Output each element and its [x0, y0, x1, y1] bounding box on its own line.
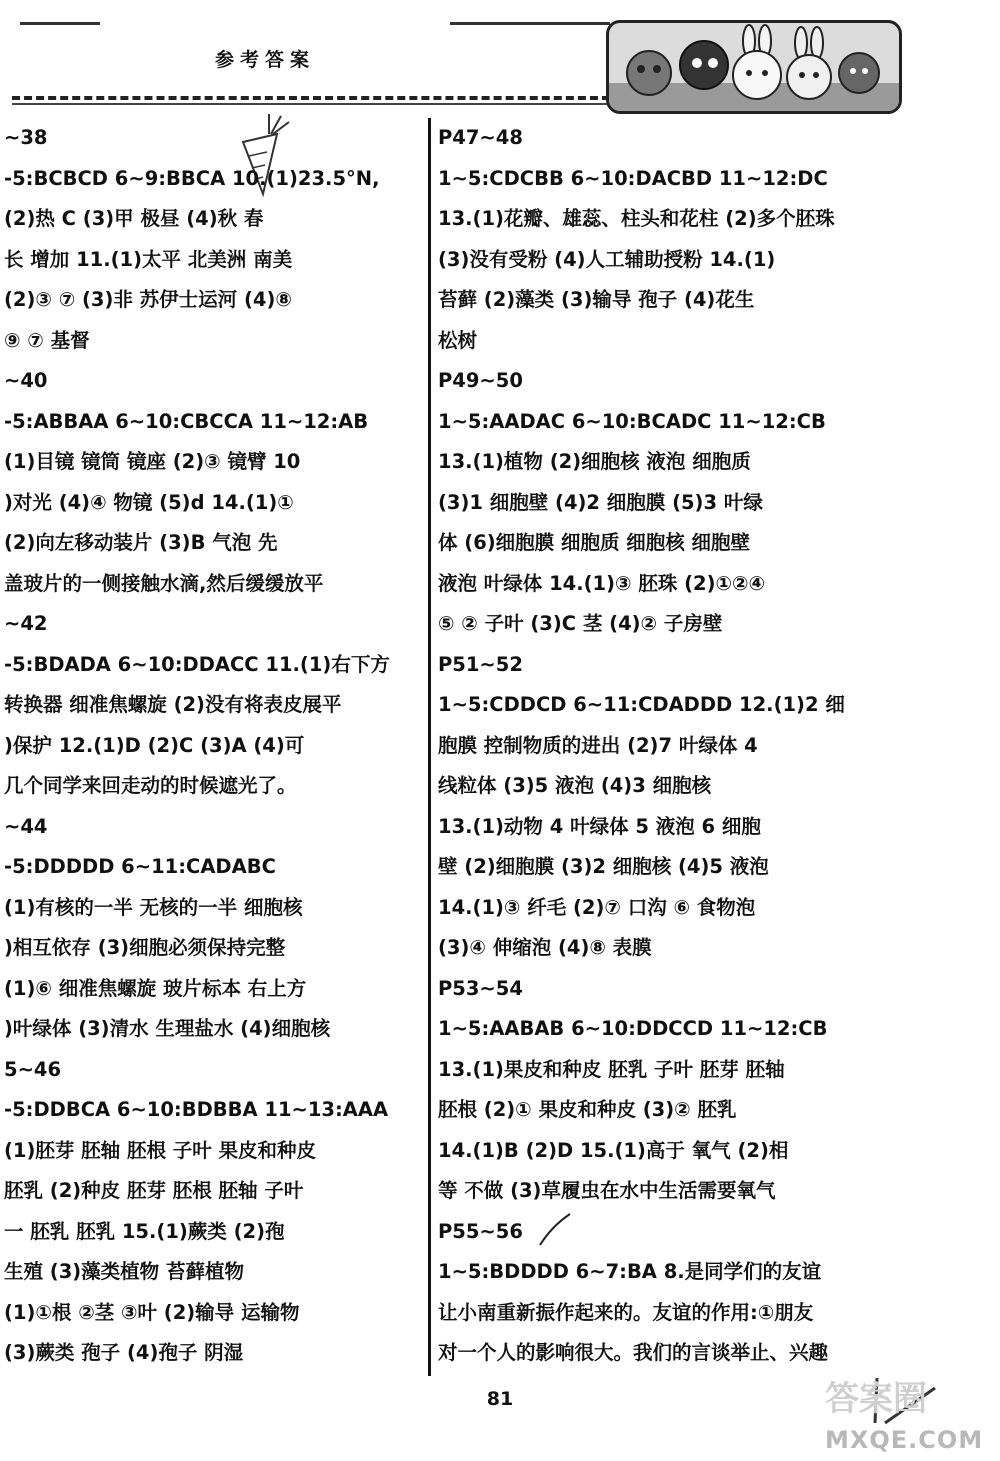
section-heading: P47~48	[438, 126, 523, 149]
answer-line: ~38	[4, 126, 48, 149]
answer-line: 13.(1)动物 4 叶绿体 5 液泡 6 细胞	[438, 814, 761, 838]
section-heading: P49~50	[438, 369, 523, 392]
left-answer-column	[4, 118, 424, 1374]
section-heading: ~40	[4, 369, 48, 392]
answer-line: ⑨ ⑦ 基督	[4, 328, 90, 352]
answer-line: )叶绿体 (3)清水 生理盐水 (4)细胞核	[4, 1017, 331, 1040]
answer-line: 转换器 细准焦螺旋 (2)没有将表皮展平	[4, 693, 342, 716]
answer-line: -5:ABBAA 6~10:CBCCA 11~12:AB	[4, 409, 369, 433]
watermark-text: MXQE.COM	[825, 1426, 984, 1454]
answer-line: (1)①根 ②茎 ③叶 (2)输导 运输物	[4, 1300, 300, 1324]
answer-line: 胚乳 (2)种皮 胚芽 胚根 胚轴 子叶	[4, 1179, 304, 1202]
answer-line: (3)蕨类 孢子 (4)孢子 阴湿	[4, 1341, 244, 1364]
answer-line: )保护 12.(1)D (2)C (3)A (4)可	[4, 733, 305, 757]
answer-line: )相互依存 (3)细胞必须保持完整	[4, 936, 286, 959]
section-heading: P51~52	[438, 652, 523, 676]
answer-line: (3)1 细胞壁 (4)2 细胞膜 (5)3 叶绿	[438, 490, 763, 514]
answer-line: 1~5:AADAC 6~10:BCADC 11~12:CB	[438, 409, 826, 433]
answer-line: ⑤ ② 子叶 (3)C 茎 (4)② 子房壁	[438, 612, 723, 635]
answer-line: (1)胚芽 胚轴 胚根 子叶 果皮和种皮	[4, 1138, 317, 1162]
answer-line: 线粒体 (3)5 液泡 (4)3 细胞核	[438, 774, 712, 797]
answer-line: (1)有核的一半 无核的一半 细胞核	[4, 895, 303, 919]
watermark-logo	[815, 1368, 995, 1460]
answer-line: (3)④ 伸缩泡 (4)⑧ 表膜	[438, 936, 652, 959]
answer-line: 体 (6)细胞膜 细胞质 细胞核 细胞壁	[438, 531, 751, 554]
answer-line: 1~5:CDDCD 6~11:CDADDD 12.(1)2 细	[438, 693, 845, 716]
answer-line: 14.(1)B (2)D 15.(1)高于 氧气 (2)相	[438, 1138, 789, 1162]
header-rule-left	[20, 22, 100, 25]
answer-line: (2)热 C (3)甲 极昼 (4)秋 春	[4, 207, 264, 230]
page-number: 81	[486, 1388, 514, 1410]
section-heading: ~42	[4, 612, 48, 635]
answer-line: 1~5:CDCBB 6~10:DACBD 11~12:DC	[438, 166, 828, 190]
answer-line: 壁 (2)细胞膜 (3)2 细胞核 (4)5 液泡	[438, 855, 769, 878]
answer-line: 生殖 (3)藻类植物 苔藓植物	[4, 1260, 244, 1283]
answer-line: -5:DDBCA 6~10:BDBBA 11~13:AAA	[4, 1098, 389, 1121]
answer-line: 等 不做 (3)草履虫在水中生活需要氧气	[438, 1179, 776, 1202]
watermark-graphic	[815, 1368, 995, 1428]
header-rule-dashed	[12, 96, 610, 100]
answer-line: 对一个人的影响很大。我们的言谈举止、兴趣	[438, 1341, 829, 1364]
cartoon-animals-banner-art	[609, 23, 899, 111]
answer-line: 苔藓 (2)藻类 (3)输导 孢子 (4)花生	[438, 288, 755, 311]
answer-line: 长 增加 11.(1)太平 北美洲 南美	[4, 247, 293, 271]
answer-line: (2)向左移动装片 (3)B 气泡 先	[4, 531, 278, 554]
pen-stroke-mark	[530, 1210, 580, 1264]
answer-line: 1~5:BDDDD 6~7:BA 8.是同学们的友谊	[438, 1260, 822, 1283]
answer-line: )对光 (4)④ 物镜 (5)d 14.(1)①	[4, 490, 294, 514]
answer-line: -5:BCBCD 6~9:BBCA 10.(1)23.5°N,	[4, 166, 380, 190]
header-rule-solid	[12, 103, 610, 105]
answer-line: 胚根 (2)① 果皮和种皮 (3)② 胚乳	[438, 1098, 737, 1121]
answer-line: 几个同学来回走动的时候遮光了。	[4, 774, 297, 797]
cartoon-animals-banner	[606, 20, 902, 114]
answer-line: -5:BDADA 6~10:DDACC 11.(1)右下方	[4, 652, 390, 676]
answer-line: 让小南重新振作起来的。友谊的作用:①朋友	[438, 1300, 814, 1324]
answer-line: -5:DDDDD 6~11:CADABC	[4, 855, 276, 878]
answer-line: 液泡 叶绿体 14.(1)③ 胚珠 (2)①②④	[438, 571, 766, 595]
right-answer-column	[438, 118, 888, 1374]
section-heading: ~44	[4, 814, 48, 838]
answer-line: (2)③ ⑦ (3)非 苏伊士运河 (4)⑧	[4, 288, 292, 311]
answer-line: 胞膜 控制物质的进出 (2)7 叶绿体 4	[438, 733, 758, 757]
answer-line: 13.(1)植物 (2)细胞核 液泡 细胞质	[438, 450, 751, 473]
answer-line: 14.(1)③ 纤毛 (2)⑦ 口沟 ⑥ 食物泡	[438, 895, 756, 919]
answer-line: 1~5:AABAB 6~10:DDCCD 11~12:CB	[438, 1017, 828, 1040]
answer-line: (3)没有受粉 (4)人工辅助授粉 14.(1)	[438, 247, 776, 271]
answer-line: (1)⑥ 细准焦螺旋 玻片标本 右上方	[4, 976, 307, 1000]
section-heading: P53~54	[438, 976, 523, 1000]
answer-line: 13.(1)果皮和种皮 胚乳 子叶 胚芽 胚轴	[438, 1057, 785, 1081]
answer-line: 一 胚乳 胚乳 15.(1)蕨类 (2)孢	[4, 1219, 285, 1243]
section-heading: P55~56	[438, 1219, 523, 1243]
answer-line: 13.(1)花瓣、雄蕊、柱头和花柱 (2)多个胚珠	[438, 207, 835, 230]
header-rule-right	[450, 22, 610, 25]
page-title: 参考答案	[214, 49, 315, 71]
column-divider	[428, 118, 431, 1376]
answer-line: 松树	[438, 328, 478, 352]
answer-line: (1)目镜 镜筒 镜座 (2)③ 镜臂 10	[4, 450, 301, 473]
section-heading: 5~46	[4, 1057, 62, 1081]
svg-text:答案圈: 答案圈	[825, 1379, 927, 1419]
answer-line: 盖玻片的一侧接触水滴,然后缓缓放平	[4, 571, 324, 595]
